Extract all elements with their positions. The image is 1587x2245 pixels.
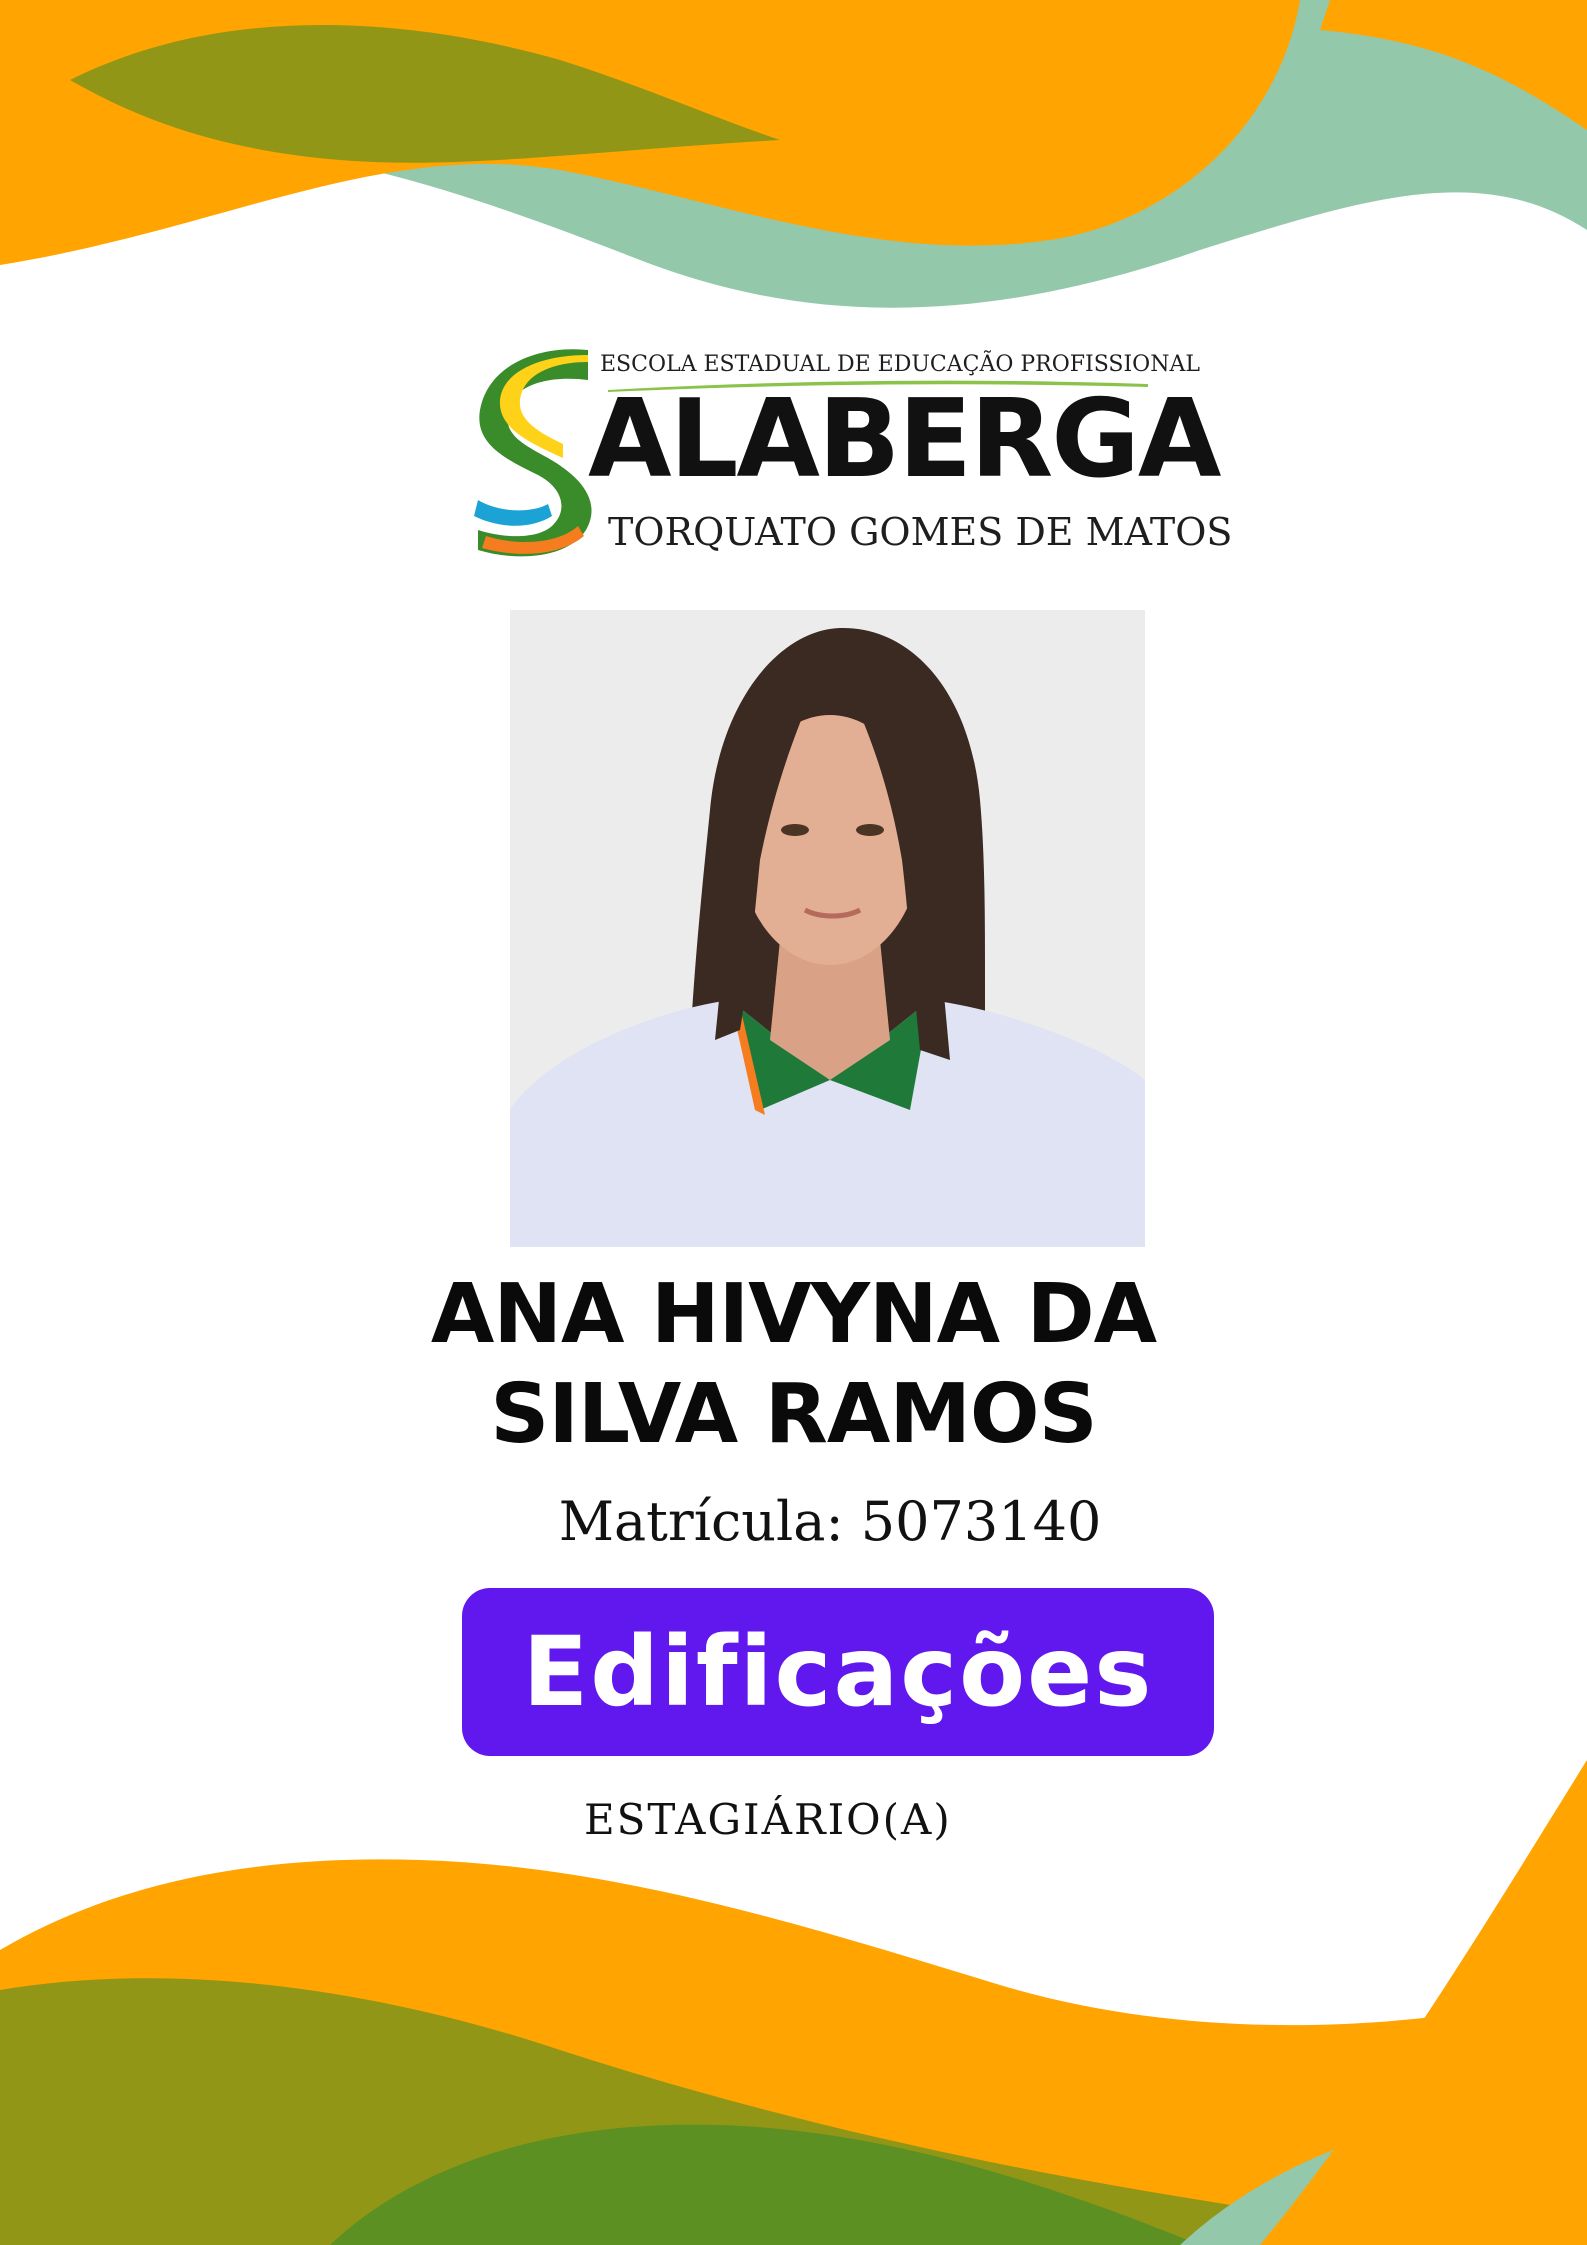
logo-bottom-text: TORQUATO GOMES DE MATOS	[608, 510, 1233, 554]
logo-main-text: ALABERGA	[588, 377, 1220, 502]
school-logo	[468, 340, 1233, 565]
logo-swoosh	[608, 378, 1148, 392]
student-photo	[510, 610, 1145, 1247]
logo-top-text: ESCOLA ESTADUAL DE EDUCAÇÃO PROFISSIONAL	[600, 352, 1200, 377]
registration-number: Matrícula: 5073140	[558, 1490, 1102, 1553]
role-label: ESTAGIÁRIO(A)	[584, 1795, 952, 1844]
course-label: Edificações	[522, 1616, 1154, 1728]
portrait-illustration	[510, 610, 1145, 1247]
student-name-line2: SILVA RAMOS	[490, 1367, 1097, 1462]
student-name-line1: ANA HIVYNA DA	[430, 1267, 1157, 1362]
course-badge	[462, 1588, 1214, 1756]
student-name	[0, 1265, 1587, 1465]
logo-s-emblem	[468, 340, 608, 565]
